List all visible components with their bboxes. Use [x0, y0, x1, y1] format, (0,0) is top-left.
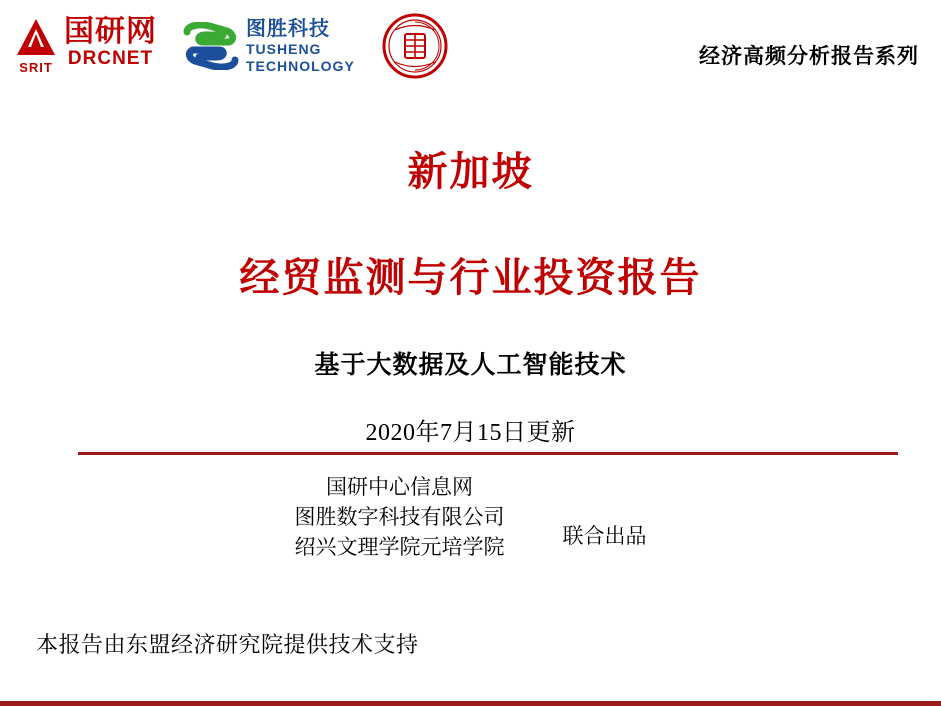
list-item: 绍兴文理学院元培学院: [294, 534, 505, 559]
list-item: 图胜数字科技有限公司: [294, 504, 505, 529]
srit-mountain-icon: [14, 17, 58, 59]
srit-drcnet-logo: [14, 17, 157, 75]
tusheng-logo: [183, 18, 355, 73]
list-item: 国研中心信息网: [326, 475, 473, 499]
srit-wordmark: SRIT: [19, 60, 53, 75]
publisher-block: [0, 473, 941, 562]
report-series-label: 经济高频分析报告系列: [699, 44, 919, 68]
srit-mark: [14, 17, 58, 75]
drcnet-wordmark-block: [64, 17, 157, 70]
horizontal-rule: [78, 452, 898, 455]
slide-header: [0, 10, 941, 80]
university-seal-icon: [381, 12, 449, 80]
drcnet-en-name: DRCNET: [67, 48, 154, 69]
drcnet-cn-name: 国研网: [64, 15, 157, 48]
tusheng-en-line2: TECHNOLOGY: [246, 57, 355, 74]
publisher-list: [295, 473, 505, 562]
update-date: 2020年7月15日更新: [365, 420, 576, 446]
tusheng-wordmark: [246, 18, 355, 73]
page-subtitle: 经贸监测与行业投资报告: [239, 255, 702, 300]
logo-group: [14, 12, 449, 80]
page-title: 新加坡: [407, 149, 534, 194]
technology-note: 基于大数据及人工智能技术: [314, 352, 627, 379]
joint-publication-label: 联合出品: [562, 523, 647, 548]
tusheng-en-line1: TUSHENG: [246, 41, 322, 58]
tusheng-s-icon: [183, 22, 239, 70]
support-footnote: 本报告由东盟经济研究院提供技术支持: [36, 632, 419, 657]
tusheng-cn-name: 图胜科技: [246, 18, 330, 41]
